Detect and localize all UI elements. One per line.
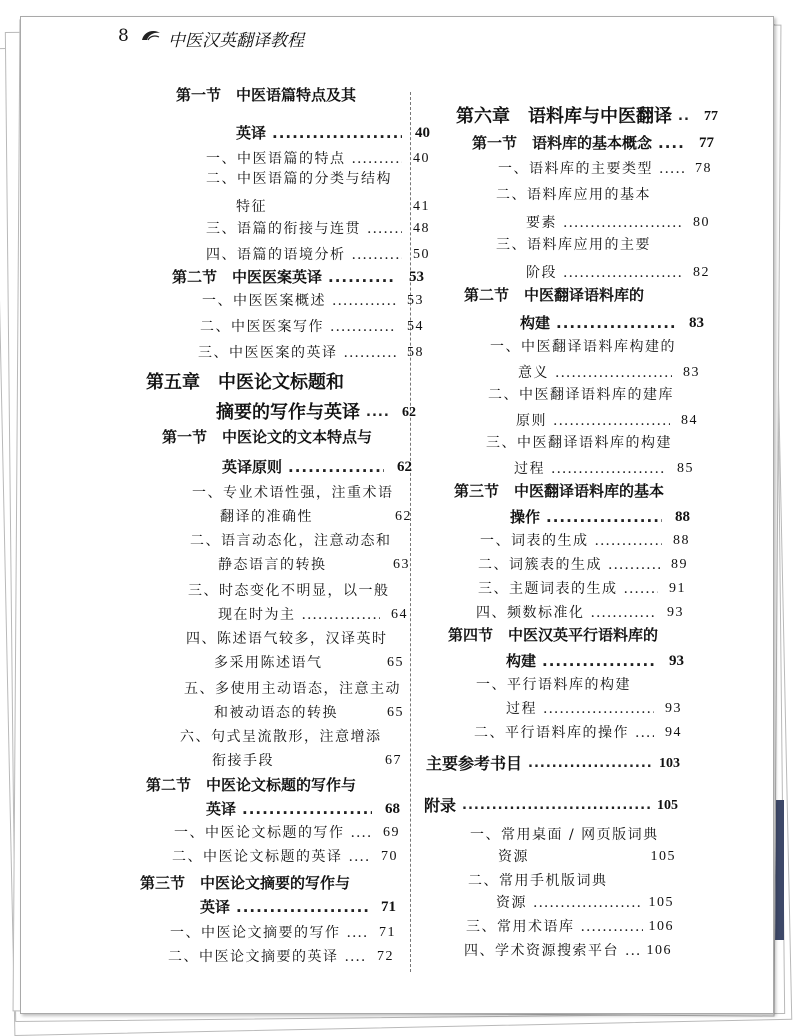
toc-entry[interactable] [496, 184, 696, 206]
leader-dots [328, 266, 396, 288]
toc-entry-title: 衔接手段 [212, 753, 274, 769]
leader-dots [236, 896, 368, 918]
toc-entry-title: 二、中医论文摘要的英译 [168, 949, 339, 965]
toc-entry-title: 第一节 中医语篇特点及其 [176, 86, 357, 104]
toc-entry-page: 88 [673, 533, 690, 548]
toc-entry-title: 操作 [510, 508, 541, 526]
toc-entry[interactable] [518, 362, 700, 384]
toc-entry-title: 第二节 中医医案英译 [172, 268, 323, 286]
toc-entry[interactable] [180, 726, 400, 748]
toc-entry[interactable] [162, 426, 402, 448]
toc-entry[interactable] [506, 650, 684, 672]
leader-dots [624, 578, 659, 600]
toc-entry[interactable] [176, 84, 406, 106]
toc-entry-title: 二、平行语料库的操作 [474, 725, 629, 741]
toc-entry-title: 二、语言动态化，注意动态和 [190, 533, 392, 549]
leader-dots [345, 946, 367, 968]
toc-entry-page: 82 [693, 265, 710, 280]
toc-entry[interactable] [236, 122, 430, 144]
toc-entry[interactable] [506, 698, 682, 720]
toc-entry-title: 四、频数标准化 [476, 605, 585, 621]
leader-dots [352, 148, 403, 170]
toc-entry[interactable] [496, 234, 696, 256]
toc-entry-page: 78 [695, 161, 712, 176]
toc-entry[interactable] [236, 196, 430, 218]
toc-entry-title: 二、常用手机版词典 [468, 873, 608, 889]
toc-entry-page: 77 [704, 109, 718, 124]
toc-entry-title: 一、中医翻译语料库构建的 [490, 339, 676, 355]
toc-entry-title: 要素 [526, 215, 557, 231]
toc-entry[interactable] [172, 266, 424, 288]
leader-dots [351, 822, 373, 844]
toc-entry[interactable] [510, 506, 690, 528]
toc-entry-page: 65 [387, 655, 404, 670]
toc-entry-title: 四、语篇的语境分析 [206, 247, 346, 263]
toc-entry[interactable] [488, 384, 698, 406]
toc-entry-title: 二、语料库应用的基本 [496, 187, 651, 203]
toc-entry[interactable] [470, 824, 690, 846]
toc-entry-page: 50 [413, 247, 430, 262]
toc-entry[interactable] [206, 244, 430, 266]
toc-entry-page: 85 [677, 461, 694, 476]
toc-entry-page: 106 [648, 919, 674, 934]
leader-dots [533, 892, 643, 914]
toc-entry-page: 89 [671, 557, 688, 572]
toc-entry-page: 94 [665, 725, 682, 740]
toc-entry-page: 77 [699, 135, 714, 151]
toc-entry-title: 特征 [236, 199, 267, 215]
toc-entry[interactable] [206, 148, 430, 170]
leader-dots [462, 795, 650, 817]
toc-entry[interactable] [206, 168, 416, 190]
toc-entry[interactable] [466, 916, 674, 938]
toc-entry-title: 过程 [514, 461, 545, 477]
leader-dots [551, 458, 666, 480]
toc-entry-title: 二、词簇表的生成 [478, 557, 602, 573]
toc-entry[interactable] [200, 896, 396, 918]
toc-entry-title: 二、中医翻译语料库的建库 [488, 387, 674, 403]
toc-entry[interactable] [454, 480, 694, 502]
toc-entry[interactable] [198, 342, 424, 364]
toc-entry-page: 65 [387, 705, 404, 720]
toc-entry-page: 84 [681, 413, 698, 428]
leader-dots [332, 290, 396, 312]
toc-entry-title: 阶段 [526, 265, 557, 281]
toc-entry-page: 88 [675, 509, 690, 525]
toc-entry-page: 105 [657, 798, 678, 813]
leader-dots [553, 410, 670, 432]
leader-dots [330, 316, 396, 338]
toc-entry-page: 67 [385, 753, 402, 768]
leader-dots [352, 244, 403, 266]
toc-entry-title: 四、陈述语气较多，汉译英时 [186, 631, 388, 647]
leader-dots [563, 262, 682, 284]
toc-entry-title: 第二节 中医翻译语料库的 [464, 286, 645, 304]
toc-entry[interactable] [526, 212, 710, 234]
toc-entry[interactable] [206, 798, 400, 820]
leader-dots [595, 530, 663, 552]
toc-entry-page: 63 [393, 557, 410, 572]
toc-entry-page: 105 [648, 895, 674, 910]
toc-entry-title: 一、常用桌面 / 网页版词典 [470, 827, 659, 843]
toc-entry-title: 一、中医论文标题的写作 [174, 825, 345, 841]
toc-entry[interactable] [498, 158, 712, 180]
toc-entry[interactable] [146, 370, 406, 396]
leader-dots [344, 342, 397, 364]
toc-entry-page: 62 [397, 459, 412, 475]
toc-entry-title: 三、语篇的衔接与连贯 [206, 221, 361, 237]
toc-entry[interactable] [424, 794, 678, 818]
toc-entry-title: 翻译的准确性 [220, 509, 313, 525]
toc-entry-title: 主要参考书目 [426, 754, 523, 773]
leader-dots [556, 312, 676, 334]
toc-entry[interactable] [214, 702, 404, 724]
toc-entry-title: 过程 [506, 701, 537, 717]
toc-entry-page: 69 [383, 825, 400, 840]
toc-entry-title: 摘要的写作与英译 [216, 402, 360, 423]
toc-entry-title: 三、语料库应用的主要 [496, 237, 651, 253]
toc-entry-title: 多采用陈述语气 [214, 655, 323, 671]
toc-entry[interactable] [468, 870, 668, 892]
toc-entry-title: 英译 [206, 800, 237, 818]
toc-entry[interactable] [496, 892, 674, 914]
toc-entry-title: 三、主题词表的生成 [478, 581, 618, 597]
toc-entry-title: 一、词表的生成 [480, 533, 589, 549]
toc-entry-page: 72 [377, 949, 394, 964]
toc-entry[interactable] [478, 578, 686, 600]
toc-entry-title: 三、中医医案的英译 [198, 345, 338, 361]
toc-entry-page: 58 [407, 345, 424, 360]
toc-entry[interactable] [516, 410, 698, 432]
toc-entry[interactable] [526, 262, 710, 284]
toc-entry[interactable] [478, 554, 688, 576]
toc-entry-page: 68 [385, 801, 400, 817]
toc-entry[interactable] [480, 530, 690, 552]
toc-entry-title: 意义 [518, 365, 549, 381]
toc-entry[interactable] [216, 400, 416, 426]
toc-entry-title: 第四节 中医汉英平行语料库的 [448, 626, 659, 644]
toc-entry-page: 93 [665, 701, 682, 716]
toc-entry-page: 71 [379, 925, 396, 940]
leader-dots [563, 212, 682, 234]
toc-entry-title: 一、语料库的主要类型 [498, 161, 653, 177]
toc-entry[interactable] [174, 822, 400, 844]
toc-entry[interactable] [490, 336, 700, 358]
toc-entry[interactable] [190, 530, 404, 552]
toc-entry-title: 第六章 语料库与中医翻译 [456, 106, 672, 127]
toc-entry-title: 一、中医论文摘要的写作 [170, 925, 341, 941]
toc-entry-page: 71 [381, 899, 396, 915]
toc-entry-title: 三、时态变化不明显，以一般 [188, 583, 390, 599]
toc-entry[interactable] [200, 316, 424, 338]
leader-dots [659, 158, 684, 180]
toc-entry[interactable] [514, 458, 694, 480]
toc-entry-title: 四、学术资源搜索平台 [464, 943, 619, 959]
toc-entry[interactable] [168, 946, 394, 968]
toc-entry[interactable] [214, 652, 404, 674]
toc-entry-title: 二、中医语篇的分类与结构 [206, 171, 392, 187]
toc-entry-page: 93 [669, 653, 684, 669]
toc-entry-title: 一、平行语料库的构建 [476, 677, 631, 693]
toc-entry-title: 原则 [516, 413, 547, 429]
toc-entry[interactable] [472, 132, 714, 154]
leader-dots [591, 602, 657, 624]
toc-entry-title: 资源 [496, 895, 527, 911]
toc-entry-title: 构建 [520, 314, 551, 332]
toc-entry-title: 附录 [424, 796, 457, 815]
leader-dots [658, 132, 686, 154]
toc-entry-page: 53 [409, 269, 424, 285]
toc-entry-page: 62 [402, 405, 416, 420]
toc-entry[interactable] [218, 554, 410, 576]
toc-entry[interactable] [220, 506, 412, 528]
toc-entry-title: 英译原则 [222, 458, 283, 476]
toc-entry-title: 一、专业术语性强，注重术语 [192, 485, 394, 501]
toc-entry-page: 80 [693, 215, 710, 230]
toc-entry-title: 三、中医翻译语料库的构建 [486, 435, 672, 451]
toc-entry-title: 第二节 中医论文标题的写作与 [146, 776, 357, 794]
toc-entry[interactable] [476, 674, 676, 696]
toc-entry[interactable] [486, 432, 696, 454]
toc-entry-title: 五、多使用主动语态，注意主动 [184, 681, 401, 697]
toc-entry[interactable] [140, 872, 400, 894]
toc-entry-title: 一、中医医案概述 [202, 293, 326, 309]
book-title: 中医汉英翻译教程 [168, 31, 304, 51]
leader-dots [367, 218, 402, 240]
leader-dots [678, 106, 690, 128]
toc-entry-title: 二、中医医案写作 [200, 319, 324, 335]
toc-entry[interactable] [464, 284, 694, 306]
toc-entry-page: 53 [407, 293, 424, 308]
swirl-logo-icon [140, 28, 162, 44]
toc-entry[interactable] [474, 722, 682, 744]
toc-entry-page: 62 [395, 509, 412, 524]
toc-entry-title: 六、句式呈流散形，注意增添 [180, 729, 382, 745]
leader-dots [608, 554, 660, 576]
toc-entry-title: 二、中医论文标题的英译 [172, 849, 343, 865]
page-number: 8 [118, 26, 129, 46]
leader-dots [302, 604, 381, 626]
toc-entry-title: 第一节 语料库的基本概念 [472, 134, 653, 152]
leader-dots [543, 698, 654, 720]
toc-entry-title: 第三节 中医翻译语料库的基本 [454, 482, 665, 500]
toc-entry[interactable] [476, 602, 684, 624]
toc-entry-page: 83 [683, 365, 700, 380]
toc-entry-title: 一、中医语篇的特点 [206, 151, 346, 167]
toc-entry-page: 106 [646, 943, 672, 958]
toc-entry[interactable] [222, 456, 412, 478]
leader-dots [288, 456, 384, 478]
toc-entry[interactable] [456, 104, 718, 130]
toc-entry-title: 英译 [200, 898, 231, 916]
toc-entry-title: 静态语言的转换 [218, 557, 327, 573]
toc-entry[interactable] [426, 752, 680, 776]
leader-dots [581, 916, 643, 938]
toc-entry-title: 英译 [236, 124, 267, 142]
toc-entry-page: 40 [413, 151, 430, 166]
toc-entry-page: 93 [667, 605, 684, 620]
toc-entry[interactable] [184, 678, 406, 700]
toc-entry-page: 48 [413, 221, 430, 236]
leader-dots [635, 722, 654, 744]
toc-entry-page: 41 [413, 199, 430, 214]
leader-dots [528, 753, 652, 775]
leader-dots [542, 650, 656, 672]
toc-entry-title: 第一节 中医论文的文本特点与 [162, 428, 373, 446]
toc-entry[interactable] [192, 482, 406, 504]
toc-entry-page: 103 [659, 756, 680, 771]
toc-entry[interactable] [498, 846, 676, 868]
leader-dots [366, 402, 388, 424]
toc-entry[interactable] [448, 624, 688, 646]
toc-entry[interactable] [218, 604, 408, 626]
toc-entry[interactable] [212, 750, 402, 772]
toc-entry[interactable] [520, 312, 704, 334]
toc-entry[interactable] [202, 290, 424, 312]
toc-entry-page: 54 [407, 319, 424, 334]
leader-dots [625, 940, 641, 962]
toc-entry[interactable] [464, 940, 672, 962]
toc-entry[interactable] [170, 922, 396, 944]
toc-entry-title: 资源 [498, 849, 529, 865]
toc-entry-page: 70 [381, 849, 398, 864]
leader-dots [242, 798, 372, 820]
leader-dots [347, 922, 369, 944]
toc-entry-page: 83 [689, 315, 704, 331]
leader-dots [555, 362, 672, 384]
toc-entry-title: 三、常用术语库 [466, 919, 575, 935]
leader-dots [546, 506, 662, 528]
toc-entry[interactable] [172, 846, 398, 868]
toc-entry[interactable] [188, 580, 402, 602]
toc-entry-page: 64 [391, 607, 408, 622]
toc-entry-title: 第三节 中医论文摘要的写作与 [140, 874, 351, 892]
toc-entry[interactable] [146, 774, 406, 796]
toc-entry[interactable] [206, 218, 430, 240]
toc-entry-title: 现在时为主 [218, 607, 296, 623]
leader-dots [272, 122, 402, 144]
toc-entry-page: 91 [669, 581, 686, 596]
toc-entry-title: 和被动语态的转换 [214, 705, 338, 721]
toc-entry-title: 构建 [506, 652, 537, 670]
toc-entry[interactable] [186, 628, 400, 650]
toc-entry-title: 第五章 中医论文标题和 [146, 372, 344, 393]
toc-entry-page: 105 [650, 849, 676, 864]
toc-entry-page: 40 [415, 125, 430, 141]
leader-dots [349, 846, 371, 868]
